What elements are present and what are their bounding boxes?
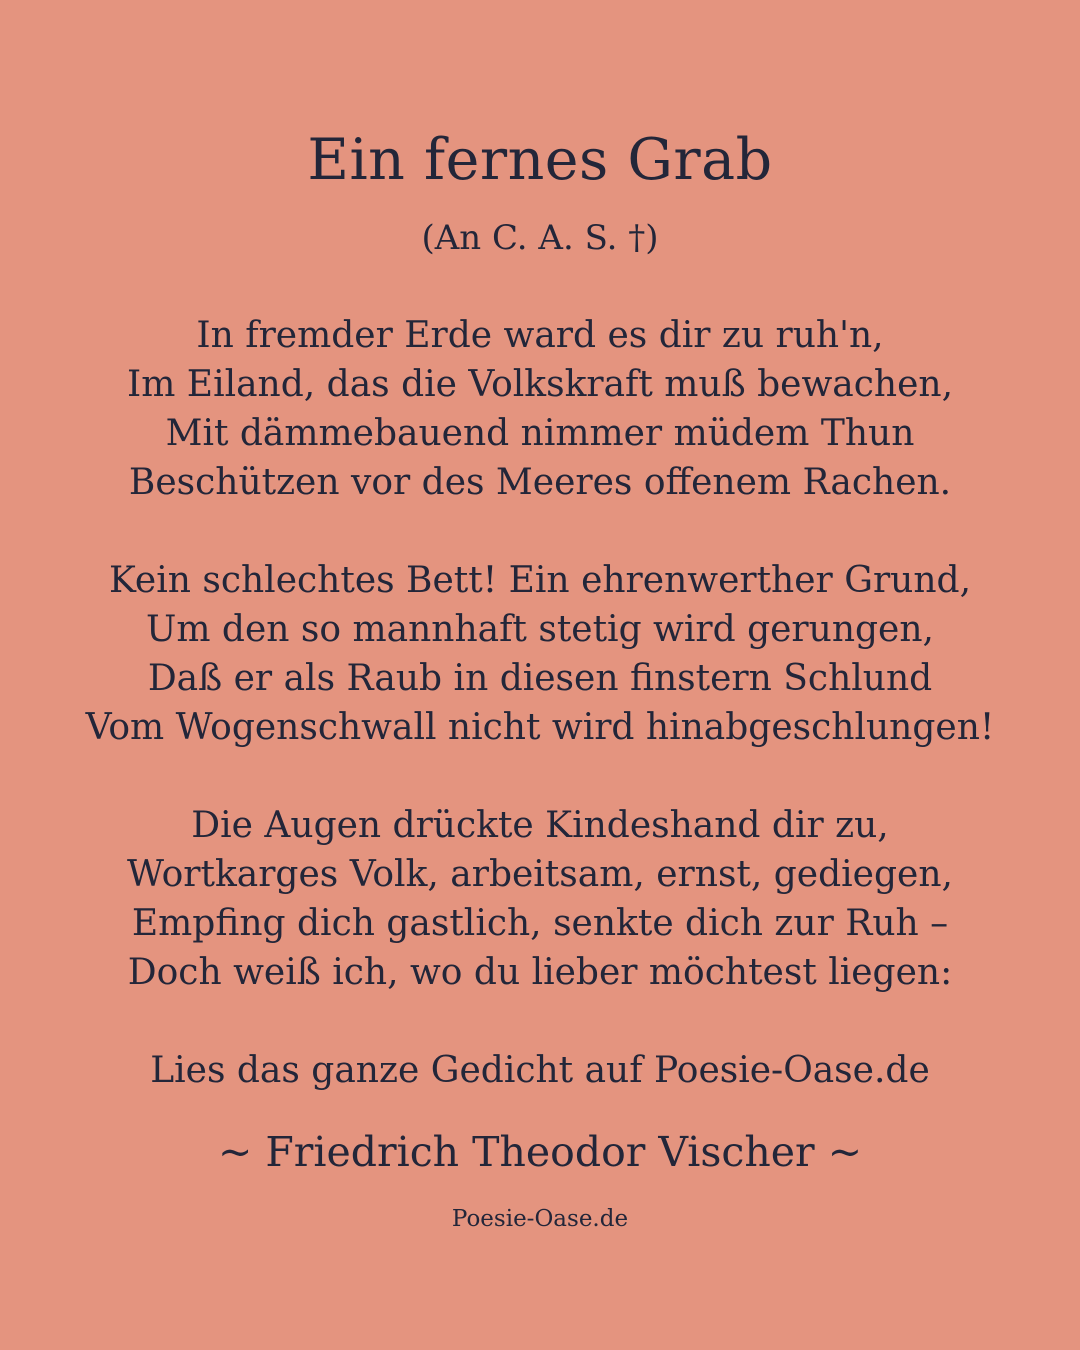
poem-line: Vom Wogenschwall nicht wird hinabgeschlungen! — [85, 707, 995, 748]
stanza-3 — [0, 801, 1080, 997]
author-name: ~ Friedrich Theodor Vischer ~ — [217, 1128, 863, 1176]
poem-line: Kein schlechtes Bett! Ein ehrenwerther Grund, — [108, 560, 972, 601]
poem-line: Um den so mannhaft stetig wird gerungen, — [146, 609, 934, 650]
poem-dedication: (An C. A. S. †) — [421, 218, 659, 258]
read-full-poem-text: Lies das ganze Gedicht auf Poesie-Oase.de — [150, 1050, 930, 1091]
stanza-1 — [0, 311, 1080, 507]
poem-line: Wortkarges Volk, arbeitsam, ernst, gediegen, — [127, 854, 953, 895]
poem-line: Die Augen drückte Kindeshand dir zu, — [191, 805, 889, 846]
site-watermark: Poesie-Oase.de — [451, 1206, 629, 1232]
poem-line: In fremder Erde ward es dir zu ruh'n, — [196, 315, 884, 356]
stanza-2 — [0, 556, 1080, 752]
poem-line: Im Eiland, das die Volkskraft muß bewachen, — [126, 364, 954, 405]
poem-line: Beschützen vor des Meeres offenem Rachen. — [128, 462, 952, 503]
poem-line: Empfing dich gastlich, senkte dich zur Ruh – — [131, 903, 949, 944]
poem-title: Ein fernes Grab — [307, 127, 773, 193]
poem-line: Daß er als Raub in diesen finstern Schlund — [147, 658, 933, 699]
poem-line: Mit dämmebauend nimmer müdem Thun — [165, 413, 915, 454]
poem-line: Doch weiß ich, wo du lieber möchtest liegen: — [127, 952, 953, 993]
